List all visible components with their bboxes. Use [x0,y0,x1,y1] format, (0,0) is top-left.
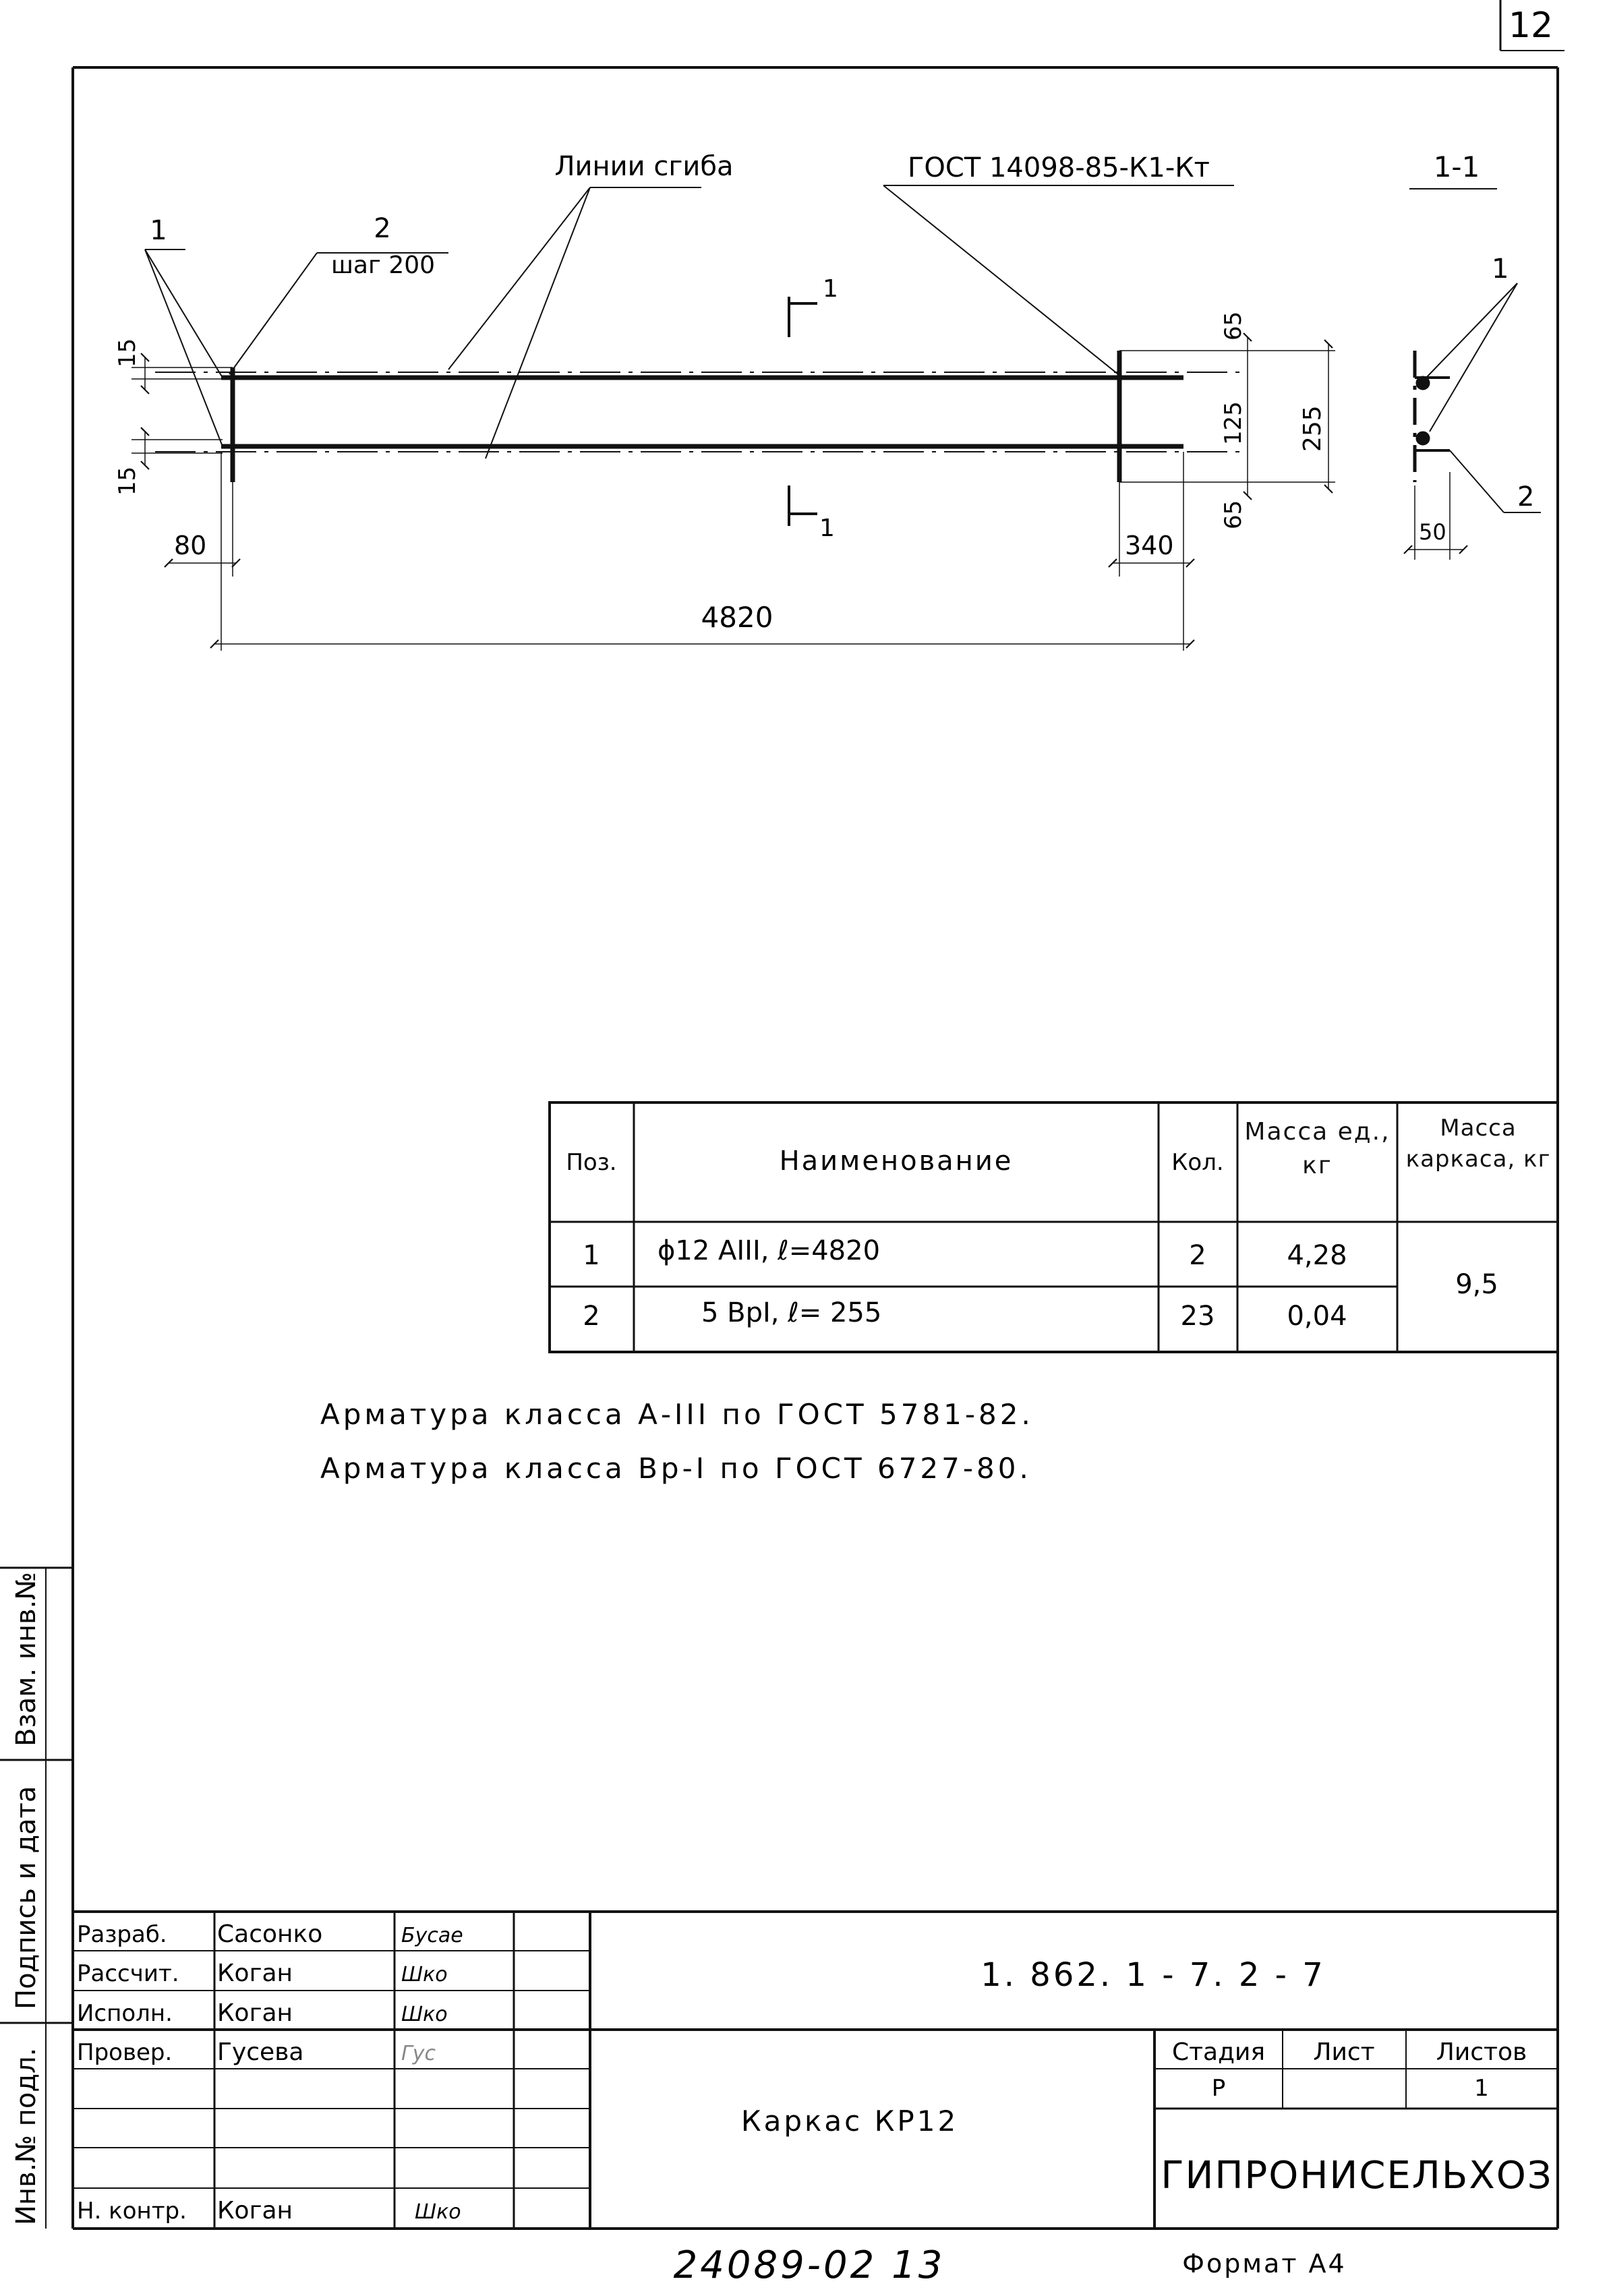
tb-role-2: Рассчит. [77,1960,179,1987]
row2-qty: 23 [1180,1301,1215,1332]
note-2: Арматура класса Вр-I по ГОСТ 6727-80. [320,1452,1032,1485]
dim-80: 80 [174,531,207,560]
item-title: Каркас КР12 [740,2104,959,2138]
dim-4820: 4820 [701,601,773,634]
sheets-header: Листов [1436,2038,1527,2066]
tb-name-3: Коган [217,1999,293,2027]
dim-340: 340 [1125,531,1174,560]
dim-65-top: 65 [1220,311,1247,341]
dim-65-bottom: 65 [1220,500,1247,529]
tb-name-4: Гусева [217,2038,304,2066]
label-pos1-section: 1 [1492,254,1509,285]
tb-role-1: Разраб. [77,1921,167,1948]
tb-name-2: Коган [217,1960,293,1987]
organization: ГИПРОНИСЕЛЬХОЗ [1161,2154,1553,2198]
note-1: Арматура класса А-III по ГОСТ 5781-82. [320,1398,1034,1431]
tb-sign-3: Шко [401,2003,448,2026]
frame-mass-value: 9,5 [1455,1269,1498,1300]
tb-role-3: Исполн. [77,2000,173,2027]
th-name: Наименование [779,1146,1014,1177]
stage-value: Р [1211,2075,1226,2102]
side-stamp-col3: Взам. инв.№ [11,1572,42,1746]
stage-header: Стадия [1171,2038,1266,2066]
tb-name-1: Сасонко [217,1920,323,1948]
label-pos2-step: шаг 200 [330,252,436,279]
format-label: Формат А4 [1182,2249,1347,2278]
label-bend-lines: Линии сгиба [554,151,734,182]
label-pos2-main: 2 [374,213,391,244]
label-pos1-main: 1 [150,215,167,246]
row1-qty: 2 [1189,1240,1206,1271]
tb-sign-4: Гус [401,2042,436,2065]
section-mark-bottom: 1 [819,514,835,542]
document-code: 1. 862. 1 - 7. 2 - 7 [981,1956,1326,1994]
section-bar-bottom [1416,432,1430,445]
page-number: 12 [1508,5,1554,46]
row1-pos: 1 [583,1240,600,1271]
tb-name-7: Коган [217,2197,293,2225]
tb-sign-1: Бусае [401,1924,463,1947]
dim-15-bottom: 15 [114,466,141,496]
tb-role-4: Провер. [77,2039,173,2066]
row2-name: 5 ВрI, ℓ= 255 [701,1297,882,1328]
side-stamp-col2: Подпись и дата [11,1786,42,2009]
label-gost-ref: ГОСТ 14098-85-К1-Кт [908,152,1210,183]
dim-15-top: 15 [114,338,141,367]
page-number-corner [1500,0,1564,51]
dim-125: 125 [1220,401,1247,445]
label-pos2-section: 2 [1517,481,1535,512]
th-frame-mass: Масса каркаса, кг [1405,1115,1551,1173]
sheet-header: Лист [1313,2038,1375,2066]
row1-unit-mass: 4,28 [1287,1240,1347,1271]
row2-unit-mass: 0,04 [1287,1301,1347,1332]
tb-sign-7: Шко [415,2200,461,2224]
sheets-value: 1 [1474,2075,1489,2102]
row2-pos: 2 [583,1301,600,1332]
tb-sign-2: Шко [401,1963,448,1986]
side-stamp [0,1568,73,2229]
archive-number: 24089-02 13 [673,2243,945,2287]
row1-name: ϕ12 АIII, ℓ=4820 [657,1235,881,1266]
side-stamp-col1: Инв.№ подл. [11,2047,42,2225]
th-qty: Кол. [1171,1149,1224,1176]
dim-50: 50 [1419,519,1446,545]
th-pos: Поз. [566,1149,617,1176]
label-section-title: 1-1 [1433,150,1480,183]
dim-255: 255 [1299,405,1326,452]
tb-role-7: Н. контр. [77,2198,187,2225]
th-unit-mass: Масса ед., кг [1244,1118,1391,1179]
section-mark-top: 1 [823,275,838,303]
frame-drawing [131,185,1335,651]
